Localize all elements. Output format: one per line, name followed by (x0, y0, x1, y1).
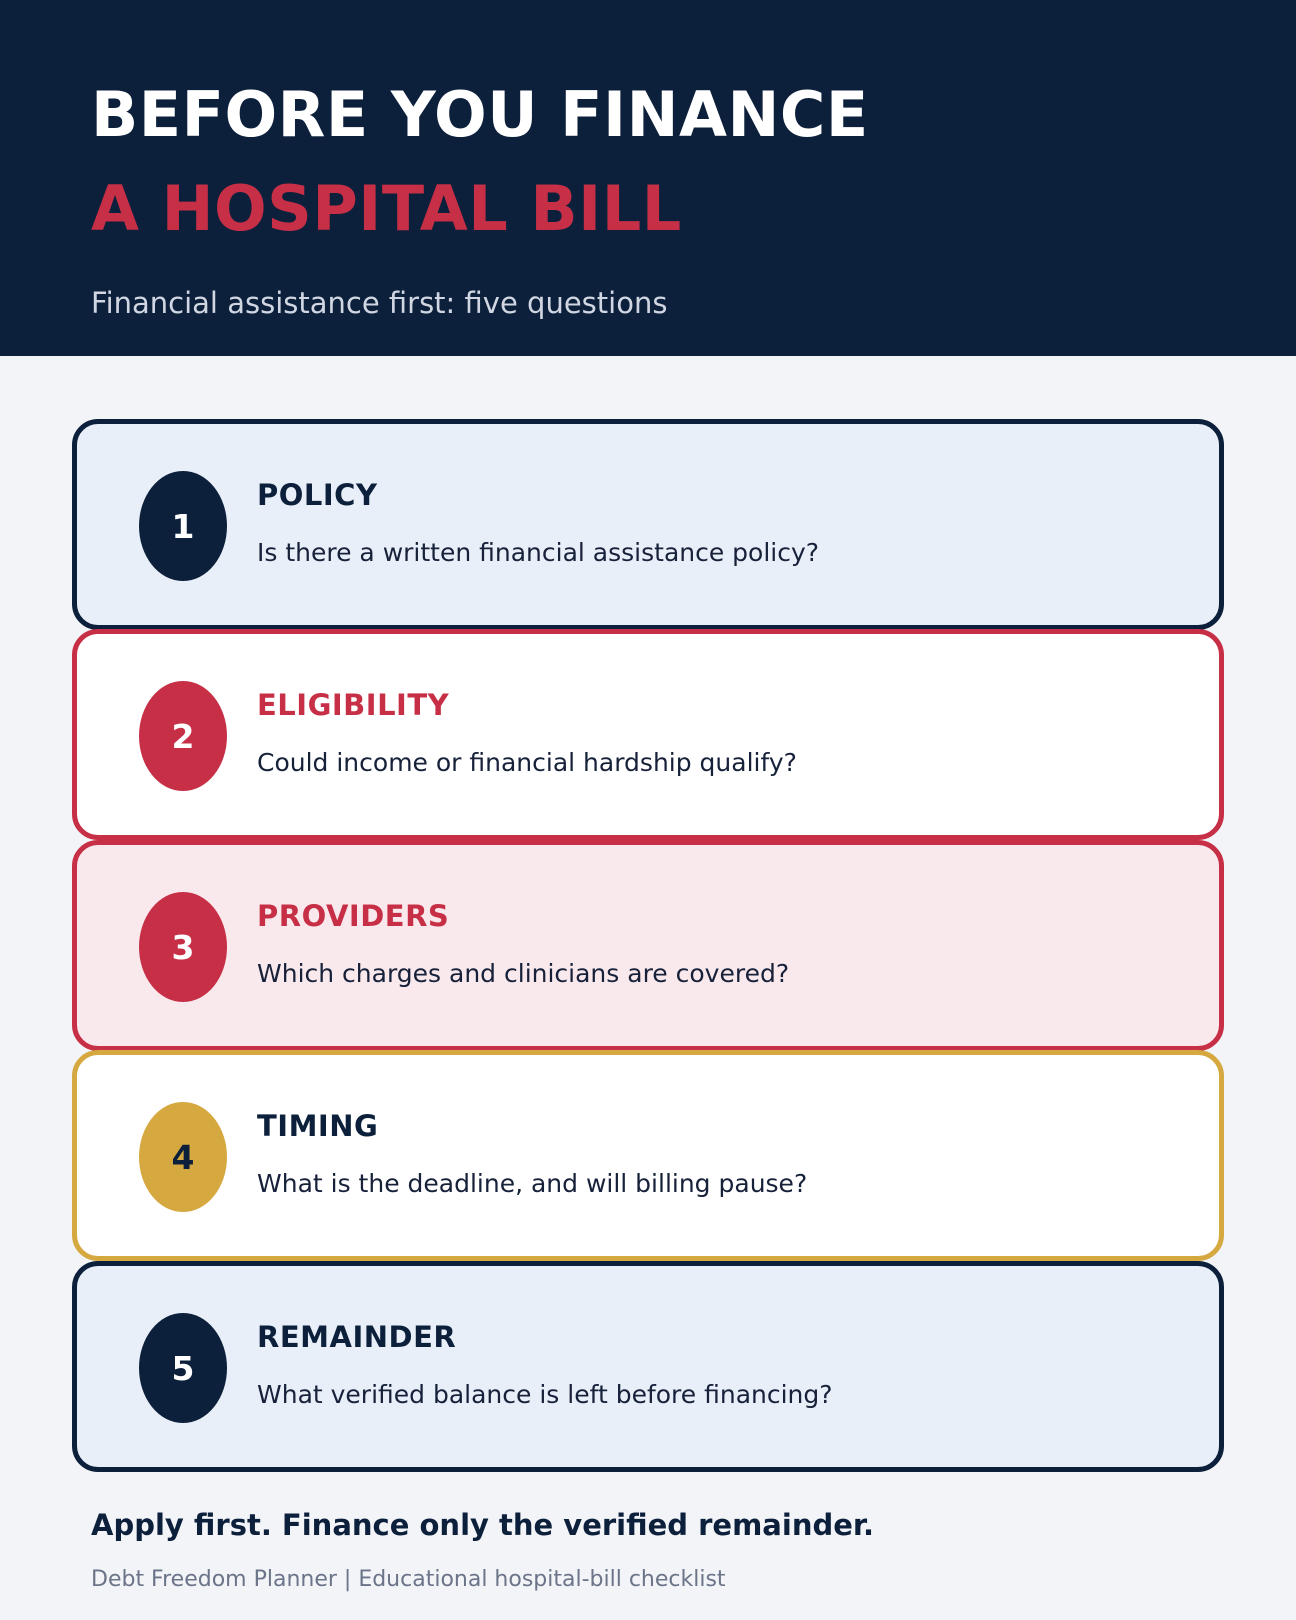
question-title: TIMING (257, 1109, 379, 1143)
step-number-badge (139, 1102, 227, 1212)
question-title: ELIGIBILITY (257, 688, 450, 722)
question-title: POLICY (257, 478, 378, 512)
step-number-badge (139, 471, 227, 581)
header-banner (0, 0, 1296, 356)
page-title-line-1: BEFORE YOU FINANCE (91, 78, 869, 151)
question-description: What is the deadline, and will billing pause? (257, 1169, 808, 1198)
step-number: 1 (171, 506, 195, 546)
step-number: 2 (171, 716, 195, 756)
page-subtitle: Financial assistance first: five questions (91, 286, 668, 320)
question-card-timing (72, 1050, 1224, 1261)
step-number: 3 (171, 927, 195, 967)
question-description: Is there a written financial assistance policy? (257, 538, 820, 567)
page-title-line-2: A HOSPITAL BILL (91, 172, 682, 245)
question-title: PROVIDERS (257, 899, 450, 933)
step-number: 5 (171, 1348, 195, 1388)
step-number-badge (139, 1313, 227, 1423)
step-number-badge (139, 892, 227, 1002)
question-description: Could income or financial hardship qualify? (257, 748, 797, 777)
question-card-remainder (72, 1261, 1224, 1472)
footer-credit: Debt Freedom Planner | Educational hospital-bill checklist (91, 1567, 726, 1592)
step-number-badge (139, 681, 227, 791)
step-number: 4 (171, 1137, 195, 1177)
footer-call-to-action: Apply first. Finance only the verified remainder. (91, 1508, 875, 1542)
question-card-providers (72, 840, 1224, 1051)
question-description: Which charges and clinicians are covered? (257, 959, 790, 988)
question-card-eligibility (72, 629, 1224, 840)
question-card-policy (72, 419, 1224, 630)
question-description: What verified balance is left before financing? (257, 1380, 833, 1409)
question-title: REMAINDER (257, 1320, 457, 1354)
